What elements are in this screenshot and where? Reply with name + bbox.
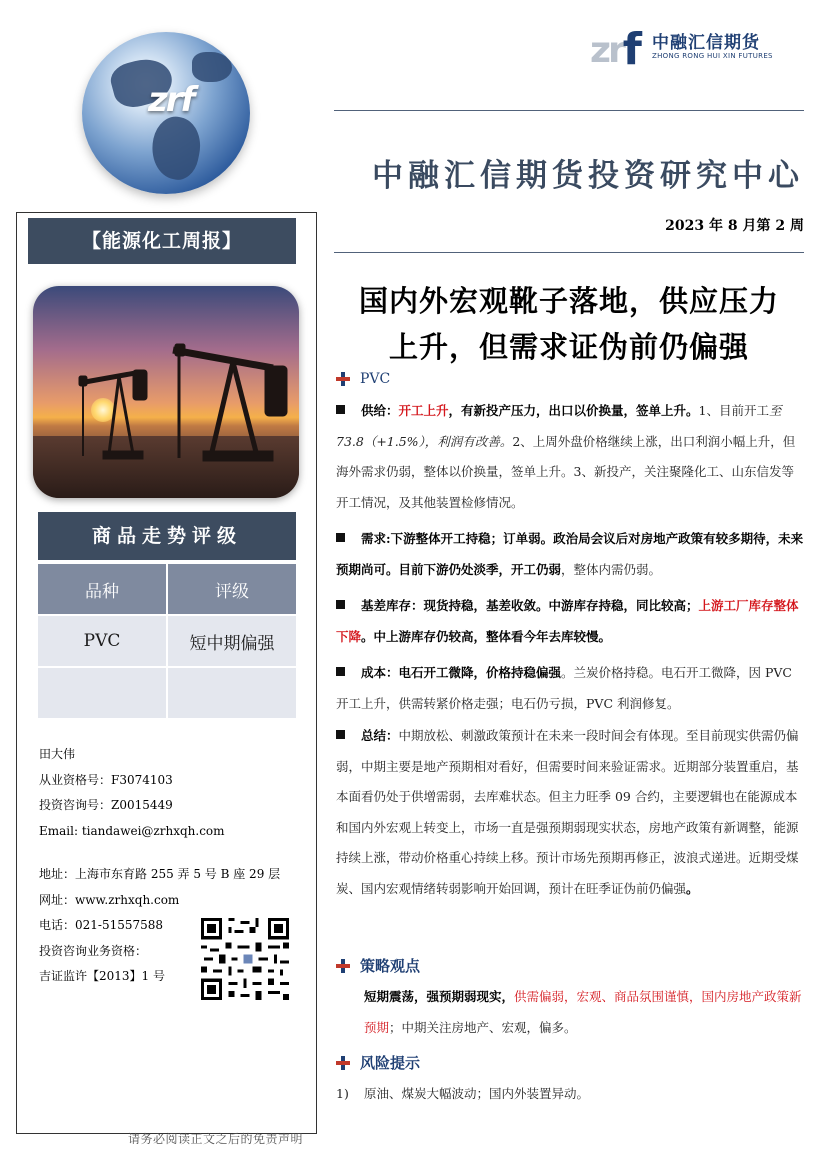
brand-name-cn: 中融汇信期货 [652, 33, 760, 53]
rating-table [38, 564, 296, 720]
risk-text: 原油、煤炭大幅波动；国内外装置异动。 [364, 1086, 590, 1101]
rating-heading: 商品走势评级 [38, 512, 296, 560]
research-center-title: 中融汇信期货投资研究中心 [372, 158, 804, 194]
demand-paragraph: 需求:下游整体开工持稳；订单弱。政治局会议后对房地产政策有较多期待，未来预期尚可。目前下游仍处淡季，开工仍弱，整体内需仍弱。 [336, 531, 804, 577]
supply-paragraph: 供给：开工上升，有新投产压力，出口以价换量，签单上升。1、目前开工至 73.8（+1.5%），利润有改善。2、上周外盘价格继续上涨，出口利润小幅上升，但海外需求仍弱，整体以价换量，签单上升。3、新投产，关注聚隆化工、山东信发等开工情况，及其他装置检修情况。 [336, 403, 796, 510]
license-number: 从业资格号：F3074103 [39, 772, 173, 787]
rating-table-header [38, 564, 296, 614]
section-product [336, 371, 390, 387]
square-bullet-icon [336, 533, 345, 542]
brand-mark-icon: zrf [590, 24, 639, 75]
disclaimer-note: 请务必阅读正文之后的免责声明 [128, 1132, 304, 1146]
qualification-value: 吉证监许【2013】1 号 [39, 969, 165, 983]
rating-cell: 短中期偏强 [168, 616, 296, 666]
section-marker-icon [336, 1056, 350, 1070]
cost-paragraph: 成本：电石开工微降，价格持稳偏强。兰炭价格持稳。电石开工微降，因 PVC 开工上升，供需转紧价格走强；电石仍亏损，PVC 利润修复。 [336, 665, 792, 711]
strategy-heading: 策略观点 [360, 957, 421, 975]
square-bullet-icon [336, 600, 345, 609]
qualification-label: 投资咨询业务资格： [39, 943, 148, 958]
analyst-email: Email: tiandawei@zrhxqh.com [39, 823, 225, 838]
header-divider [334, 110, 804, 111]
section-strategy [336, 955, 420, 976]
section-risk [336, 1052, 420, 1073]
empty-cell [38, 668, 166, 718]
table-row-empty [38, 668, 296, 718]
company-phone: 电话：021-51557588 [39, 918, 164, 932]
report-category-title: 【能源化工周报】 [28, 218, 296, 264]
strategy-paragraph: 短期震荡，强预期弱现实，供需偏弱，宏观、商品氛围谨慎，国内房地产政策新预期；中期关注房地产、宏观，偏多。 [364, 989, 802, 1035]
basis-inventory-paragraph: 基差库存：现货持稳，基差收敛。中游库存持稳，同比较高；上游工厂库存整体下降。中上游库存仍较高，整体看今年去库较慢。 [336, 598, 799, 644]
square-bullet-icon [336, 405, 345, 414]
report-week: 2023 年 8 月第 2 周 [665, 218, 804, 234]
company-website: 网址：www.zrhxqh.com [39, 892, 180, 907]
square-bullet-icon [336, 730, 345, 739]
report-title-line2: 上升，但需求证伪前仍偏强 [388, 330, 749, 364]
section-marker-icon [336, 959, 350, 973]
column-header-rating: 评级 [168, 564, 296, 614]
brand-name-en: ZHONG RONG HUI XIN FUTURES [652, 52, 773, 60]
table-row [38, 616, 296, 666]
section-marker-icon [336, 372, 350, 386]
report-title-line1: 国内外宏观靴子落地，供应压力 [358, 284, 779, 318]
column-header-variety: 品种 [38, 564, 166, 614]
company-brand [590, 22, 790, 75]
risk-heading: 风险提示 [360, 1054, 421, 1072]
qr-code-icon [200, 918, 290, 1000]
summary-paragraph: 总结：中期放松、刺激政策预计在未来一段时间会有体现。至目前现实供需仍偏弱，中期主要是地产预期相对看好，但需要时间来验证需求。近期部分装置重启，基本面看仍处于供增需弱，去库难状态。但主力旺季 09 合约，主要逻辑也在能源成本和国内外宏观上转变上，市场一直是强预期弱现实状态，房地产政策有新调整，能源持续上涨，带动价格重心持续上移。预计市场先预期再修正，波浪式递进。近期受煤炭、国内宏观情绪转弱影响开始回调，预计在旺季证伪前仍偏强。 [336, 728, 799, 896]
title-divider [334, 252, 804, 253]
empty-cell [168, 668, 296, 718]
globe-logo-text: zrf [148, 80, 194, 120]
product-name: PVC [360, 371, 391, 387]
risk-item [336, 1079, 806, 1110]
consult-number: 投资咨询号：Z0015449 [39, 798, 173, 812]
report-title [334, 278, 804, 370]
square-bullet-icon [336, 667, 345, 676]
company-address: 地址：上海市东育路 255 弄 5 号 B 座 29 层 [39, 867, 281, 881]
oil-pump-photo [33, 286, 299, 498]
analyst-name: 田大伟 [39, 747, 76, 761]
variety-cell: PVC [38, 616, 166, 666]
risk-number: 1) [336, 1086, 349, 1101]
